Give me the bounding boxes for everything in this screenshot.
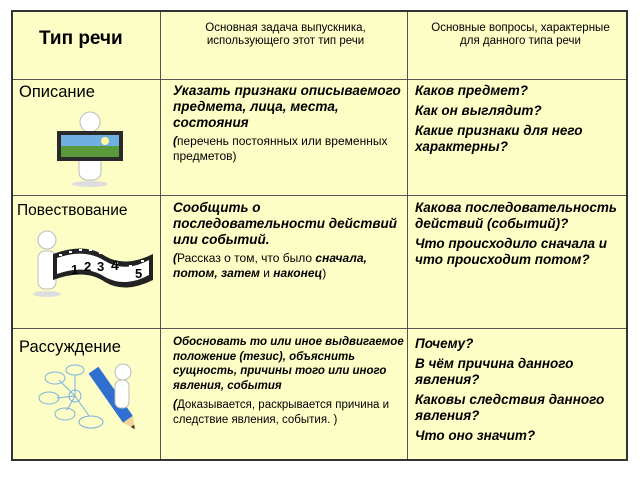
header-questions: Основные вопросы, характерные для данного типа речи (431, 22, 610, 47)
person-with-pencil-mindmap-icon (35, 358, 135, 438)
task-reasoning-note: (Доказывается, раскрывается причина и следствие явления, события. ) (173, 397, 390, 426)
task-narration (173, 200, 405, 280)
question-item: В чём причина данного явления? (415, 356, 574, 387)
film-number-1: 1 (71, 262, 79, 277)
question-item: Как он выглядит? (415, 103, 542, 118)
speech-types-table (11, 10, 628, 461)
row-divider-1 (13, 195, 626, 196)
question-item: Каков предмет? (415, 83, 529, 98)
question-item: Какие признаки для него характерны? (415, 123, 583, 154)
task-description-main: Указать признаки описываемого предмета, лица, места, состояния (173, 83, 401, 130)
question-item: Почему? (415, 336, 474, 351)
task-description-note: (перечень постоянных или временных предметов) (173, 134, 388, 163)
header-task: Основная задача выпускника, использующего этот тип речи (205, 22, 366, 47)
task-reasoning (173, 335, 405, 427)
row-name-description: Описание (19, 83, 95, 101)
film-number-2: 2 (84, 259, 92, 274)
task-narration-main: Сообщить о последовательности действий или событий. (173, 200, 398, 247)
row-name-narration: Повествование (17, 202, 128, 219)
film-number-3: 3 (97, 259, 105, 274)
task-description (173, 83, 405, 163)
questions-reasoning (415, 336, 627, 448)
question-item: Какова последовательность действий (событий)? (415, 200, 617, 231)
task-reasoning-main: Обосновать то или иное выдвигаемое положение (тезис), объяснить сущность, причины того или иного явления, события (173, 336, 404, 392)
question-item: Что оно значит? (415, 428, 536, 443)
film-number-4: 4 (111, 257, 119, 273)
person-with-picture-icon (55, 108, 125, 188)
row-divider-header (13, 79, 626, 80)
row-divider-2 (13, 328, 626, 329)
question-item: Что происходило сначала и что происходит потом? (415, 236, 608, 267)
person-with-film-icon (25, 224, 155, 299)
question-item: Каковы следствия данного явления? (415, 392, 605, 423)
film-number-5: 5 (135, 266, 143, 281)
questions-narration (415, 200, 627, 272)
row-name-reasoning: Рассуждение (19, 338, 121, 356)
header-type: Тип речи (39, 28, 123, 49)
questions-description (415, 83, 625, 159)
task-narration-note: (Рассказ о том, что было сначала, потом, затем и наконец) (173, 251, 367, 280)
